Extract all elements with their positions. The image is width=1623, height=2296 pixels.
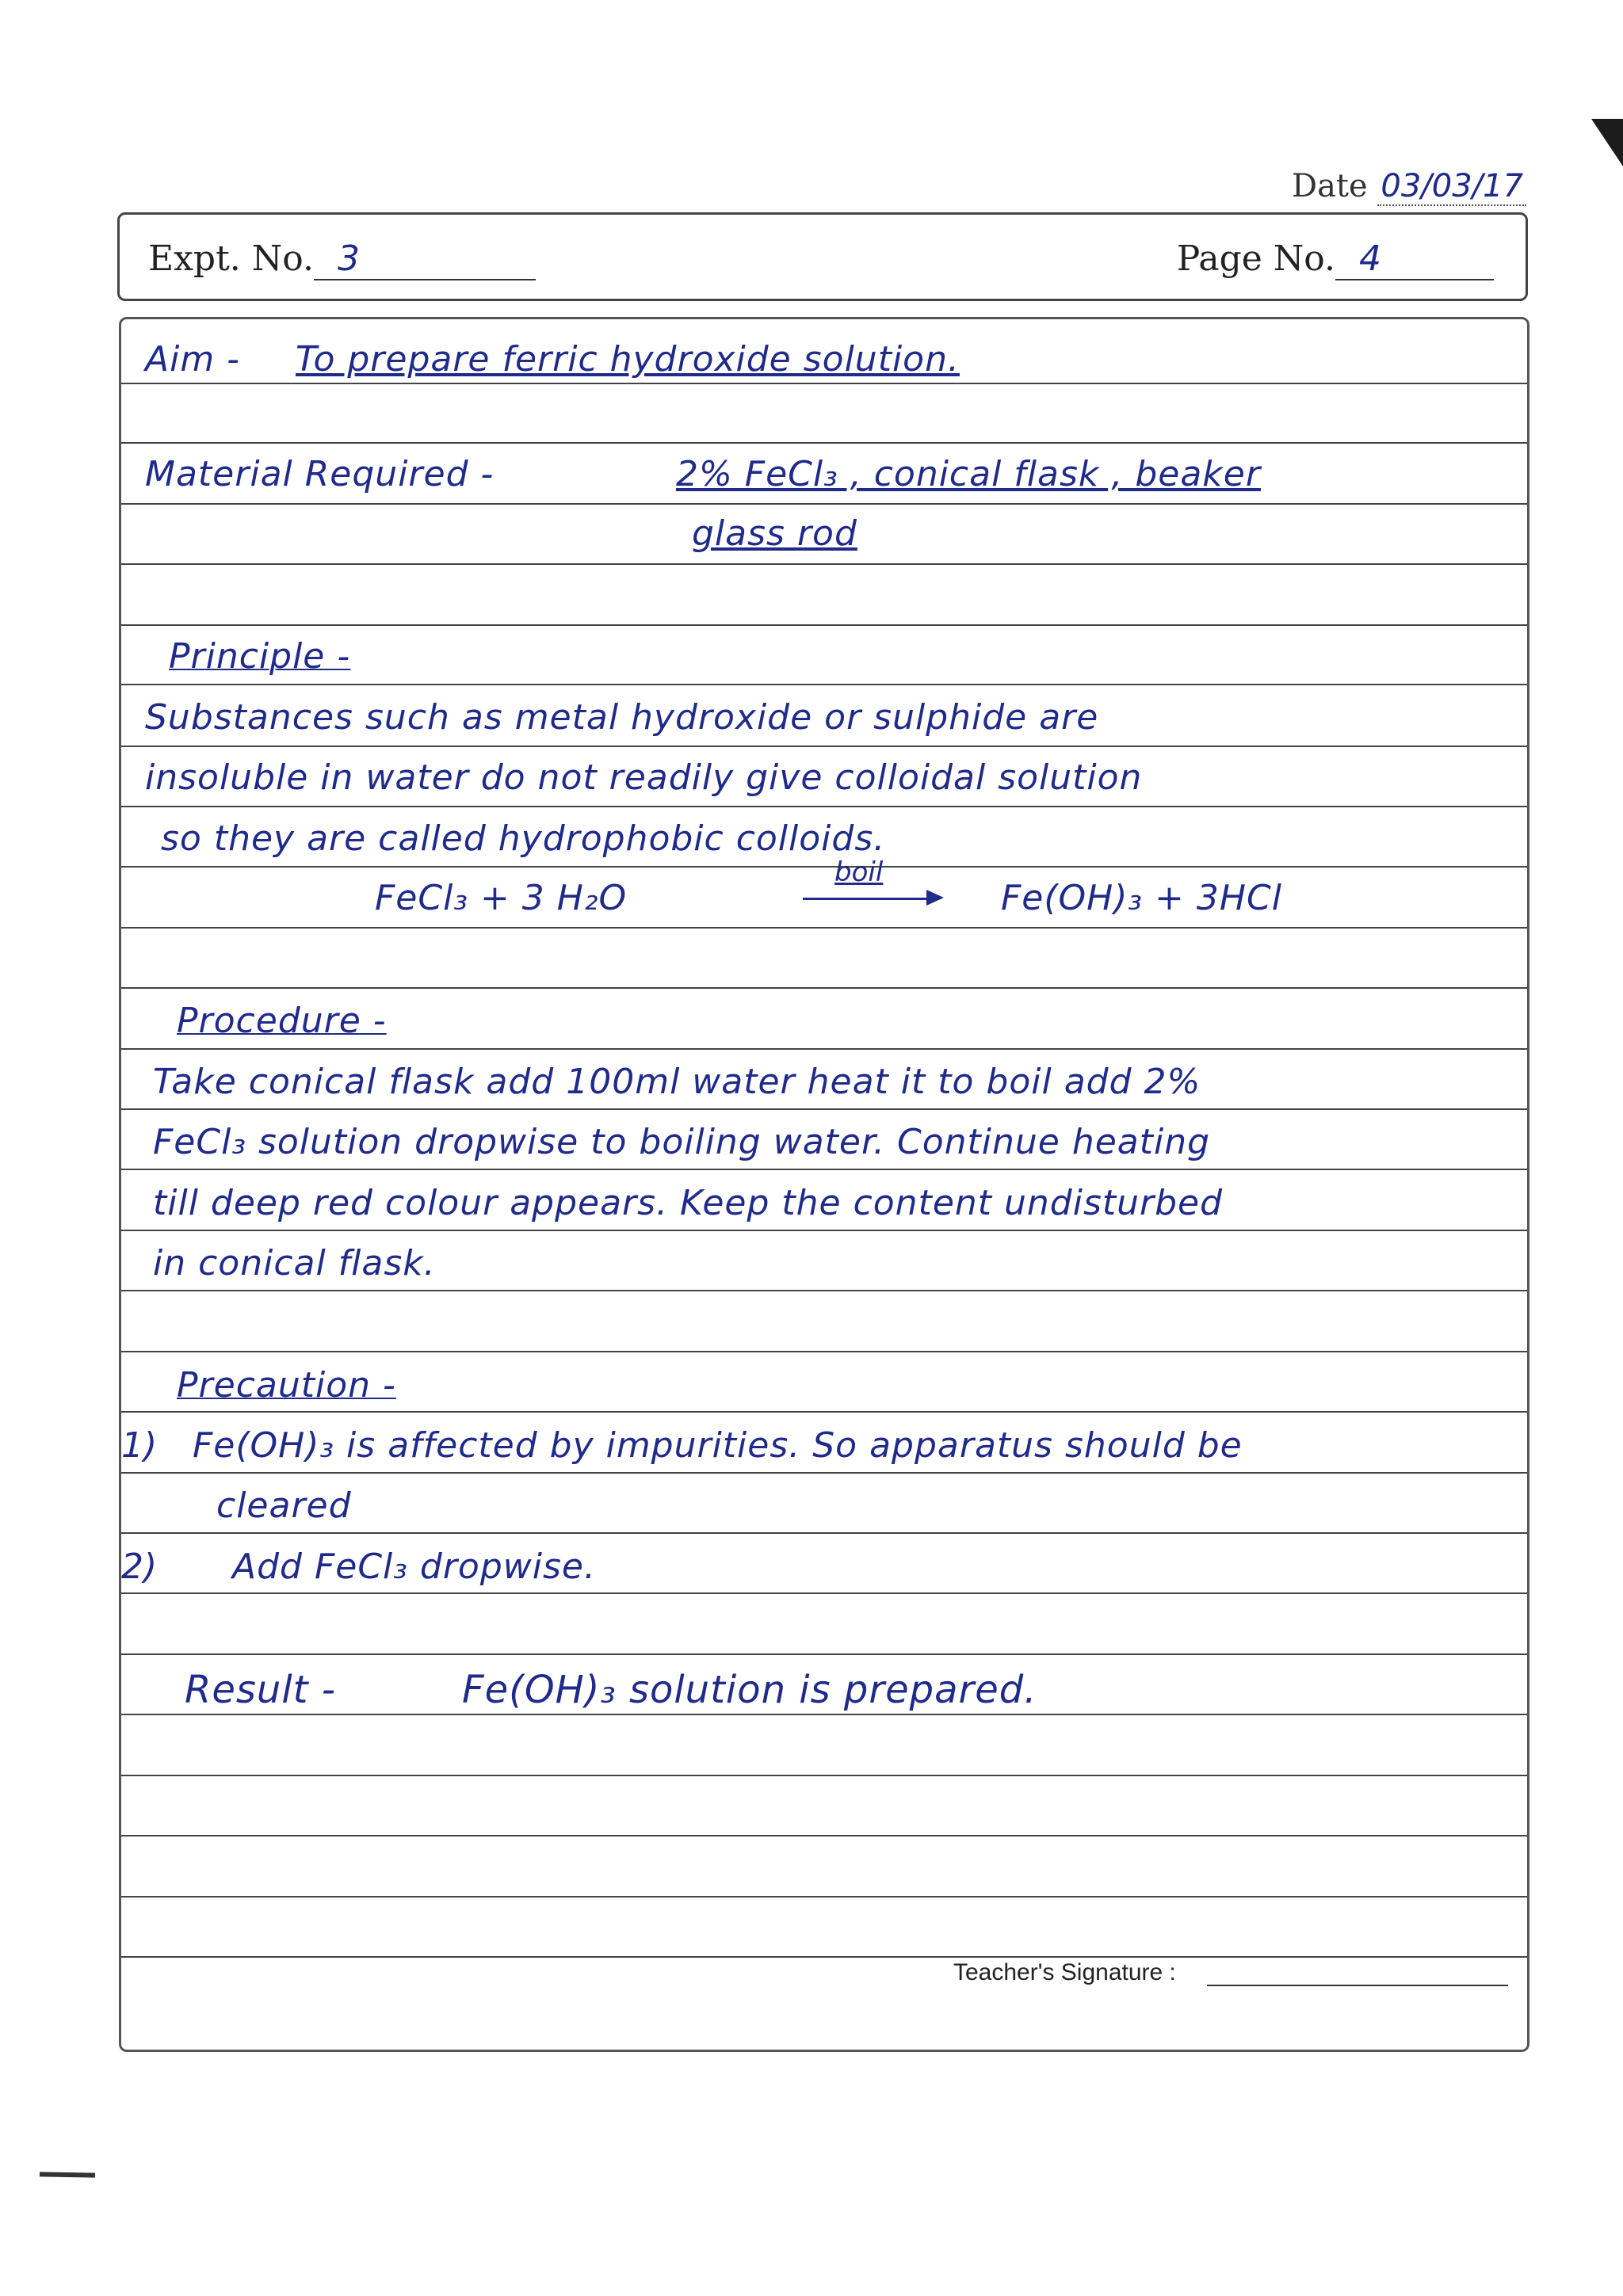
ruled-line	[121, 1835, 1527, 1836]
teacher-signature-label: Teacher's Signature :	[953, 1959, 1176, 1985]
principle-heading: Principle -	[169, 636, 351, 677]
ruled-line	[121, 746, 1527, 747]
ruled-line	[121, 1653, 1527, 1655]
ruled-line	[121, 1956, 1527, 1958]
ruled-line	[121, 927, 1527, 929]
principle-line-2: insoluble in water do not readily give colloidal solution	[145, 757, 1143, 798]
procedure-line-3: till deep red colour appears. Keep the content undisturbed	[153, 1183, 1224, 1223]
experiment-number-field	[148, 238, 536, 280]
ruled-line	[121, 1230, 1527, 1231]
page-number-label: Page No.	[1176, 238, 1335, 279]
ruled-line	[121, 684, 1527, 685]
materials-line-1: 2% FeCl₃ , conical flask , beaker	[676, 454, 1261, 494]
precaution-1-line-1: Fe(OH)₃ is affected by impurities. So apparatus should be	[193, 1425, 1243, 1466]
signature-line	[1207, 1985, 1508, 1986]
ruled-line	[121, 442, 1527, 444]
date-value: 03/03/17	[1377, 168, 1526, 206]
ruled-line	[121, 1411, 1527, 1413]
date-field	[1292, 168, 1526, 204]
materials-line-2: glass rod	[692, 513, 857, 554]
aim-text: To prepare ferric hydroxide solution.	[296, 339, 960, 379]
principle-line-1: Substances such as metal hydroxide or sulphide are	[145, 697, 1099, 738]
ruled-line	[121, 1592, 1527, 1594]
ruled-line	[121, 1169, 1527, 1170]
reaction-condition: boil	[834, 856, 884, 888]
equation-right: Fe(OH)₃ + 3HCl	[1001, 878, 1282, 918]
ruled-line	[121, 1714, 1527, 1715]
result-text: Fe(OH)₃ solution is prepared.	[462, 1668, 1037, 1712]
page-number-field	[1177, 238, 1494, 280]
ruled-line	[121, 624, 1527, 626]
precaution-2-line-1: Add FeCl₃ dropwise.	[232, 1547, 596, 1587]
ruled-line	[121, 1472, 1527, 1474]
ruled-line	[121, 987, 1527, 989]
date-label: Date	[1292, 168, 1368, 204]
ruled-line	[121, 1351, 1527, 1352]
precaution-2-number: 2)	[121, 1547, 158, 1587]
precaution-heading: Precaution -	[177, 1365, 396, 1405]
ruled-line	[121, 1108, 1527, 1110]
arrow-shaft	[803, 898, 930, 900]
ruled-line	[121, 503, 1527, 505]
aim-heading: Aim -	[145, 339, 241, 379]
procedure-line-1: Take conical flask add 100ml water heat it to boil add 2%	[153, 1062, 1201, 1102]
reaction-arrow	[803, 856, 961, 913]
ruled-sheet	[119, 317, 1529, 2052]
experiment-number-label: Expt. No.	[148, 238, 314, 279]
ruled-line	[121, 806, 1527, 807]
header-box	[117, 212, 1528, 301]
ruled-line	[121, 563, 1527, 565]
equation-left: FeCl₃ + 3 H₂O	[375, 878, 628, 918]
procedure-heading: Procedure -	[177, 1001, 387, 1041]
ruled-line	[121, 1896, 1527, 1897]
principle-line-3: so they are called hydrophobic colloids.	[161, 818, 886, 859]
procedure-line-2: FeCl₃ solution dropwise to boiling water. Continue heating	[153, 1122, 1211, 1162]
ruled-line	[121, 1048, 1527, 1050]
materials-heading: Material Required -	[145, 454, 495, 494]
procedure-line-4: in conical flask.	[153, 1243, 436, 1283]
arrow-head-icon	[926, 890, 944, 906]
ruled-line	[121, 383, 1527, 384]
page-edge-mark	[40, 2172, 95, 2177]
result-heading: Result -	[185, 1668, 337, 1712]
ruled-line	[121, 1532, 1527, 1534]
page-number-value: 4	[1335, 238, 1494, 280]
experiment-number-value: 3	[314, 238, 536, 280]
page-corner-shadow	[1591, 119, 1623, 166]
ruled-line	[121, 1290, 1527, 1291]
precaution-1-line-2: cleared	[216, 1486, 352, 1526]
ruled-line	[121, 1775, 1527, 1776]
precaution-1-number: 1)	[121, 1425, 158, 1466]
